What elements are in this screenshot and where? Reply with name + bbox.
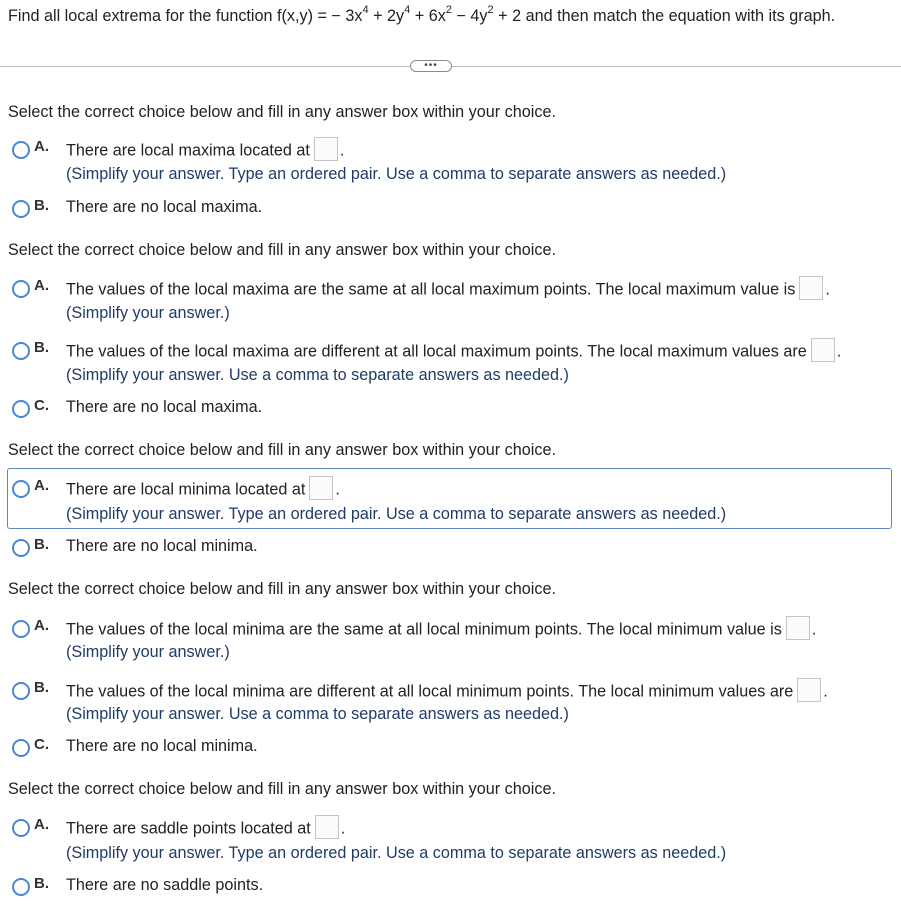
- radio-button[interactable]: [12, 342, 30, 360]
- choice-letter: B.: [34, 339, 49, 356]
- answer-box[interactable]: [811, 338, 835, 362]
- radio-button[interactable]: [12, 878, 30, 896]
- choice-text: There are local maxima located at .: [66, 139, 344, 163]
- part2-choice-b[interactable]: [8, 339, 893, 363]
- choice-letter: A.: [34, 816, 49, 833]
- part1-choice-b[interactable]: [8, 197, 893, 221]
- choice-text: The values of the local maxima are different at all local maximum points. The local maximum values are .: [66, 340, 841, 364]
- choice-letter: A.: [34, 617, 49, 634]
- choice-letter: B.: [34, 875, 49, 892]
- choice-letter: C.: [34, 736, 49, 753]
- part5-prompt: Select the correct choice below and fill in any answer box within your choice.: [8, 780, 556, 798]
- part2-choice-a[interactable]: [8, 277, 893, 301]
- radio-button[interactable]: [12, 682, 30, 700]
- part1-choice-a[interactable]: [8, 138, 893, 162]
- choice-text: There are no local minima.: [66, 737, 258, 755]
- radio-button[interactable]: [12, 739, 30, 757]
- part2-choice-c[interactable]: [8, 397, 893, 421]
- part4-prompt: Select the correct choice below and fill in any answer box within your choice.: [8, 580, 556, 598]
- choice-text: The values of the local minima are the same at all local minimum points. The local minimum value is .: [66, 618, 816, 642]
- answer-box[interactable]: [799, 276, 823, 300]
- choice-text: There are no local maxima.: [66, 398, 263, 416]
- part3-choice-b[interactable]: [8, 536, 893, 560]
- choice-text: The values of the local minima are different at all local minimum points. The local minimum values are .: [66, 680, 828, 704]
- choice-letter: B.: [34, 679, 49, 696]
- radio-button[interactable]: [12, 400, 30, 418]
- part5-hint: (Simplify your answer. Type an ordered pair. Use a comma to separate answers as needed.): [66, 844, 727, 862]
- part1-hint: (Simplify your answer. Type an ordered pair. Use a comma to separate answers as needed.): [66, 165, 727, 183]
- part2-hint-b: (Simplify your answer. Use a comma to separate answers as needed.): [66, 366, 569, 384]
- choice-text: The values of the local maxima are the same at all local maximum points. The local maximum value is .: [66, 278, 830, 302]
- choice-text: There are saddle points located at .: [66, 817, 345, 841]
- radio-button[interactable]: [12, 480, 30, 498]
- part4-hint-a: (Simplify your answer.): [66, 643, 230, 661]
- part2-hint-a: (Simplify your answer.): [66, 304, 230, 322]
- choice-letter: B.: [34, 197, 49, 214]
- question-text: Find all local extrema for the function f(x,y) = − $3x^4 + 2y^4 + 6x^2 - 4y^2 + 2$ and then match the equation with its graph.: [8, 3, 836, 25]
- radio-button[interactable]: [12, 141, 30, 159]
- choice-letter: A.: [34, 138, 49, 155]
- choice-text: There are no local minima.: [66, 537, 258, 555]
- radio-button[interactable]: [12, 280, 30, 298]
- part4-hint-b: (Simplify your answer. Use a comma to separate answers as needed.): [66, 705, 569, 723]
- part1-prompt: Select the correct choice below and fill in any answer box within your choice.: [8, 103, 556, 121]
- part4-choice-a[interactable]: [8, 617, 893, 641]
- part3-hint: (Simplify your answer. Type an ordered pair. Use a comma to separate answers as needed.): [66, 505, 727, 523]
- answer-box[interactable]: [314, 137, 338, 161]
- answer-box[interactable]: [309, 476, 333, 500]
- part5-choice-b[interactable]: [8, 875, 893, 899]
- choice-text: There are local minima located at .: [66, 478, 340, 502]
- part3-prompt: Select the correct choice below and fill in any answer box within your choice.: [8, 441, 556, 459]
- part2-prompt: Select the correct choice below and fill in any answer box within your choice.: [8, 241, 556, 259]
- part3-choice-a[interactable]: [8, 477, 893, 501]
- choice-letter: C.: [34, 397, 49, 414]
- radio-button[interactable]: [12, 620, 30, 638]
- choice-letter: A.: [34, 277, 49, 294]
- answer-box[interactable]: [797, 678, 821, 702]
- radio-button[interactable]: [12, 819, 30, 837]
- radio-button[interactable]: [12, 200, 30, 218]
- choice-text: There are no local maxima.: [66, 198, 263, 216]
- part5-choice-a[interactable]: [8, 816, 893, 840]
- choice-text: There are no saddle points.: [66, 876, 264, 894]
- more-options-button[interactable]: •••: [410, 60, 452, 72]
- choice-letter: A.: [34, 477, 49, 494]
- part4-choice-c[interactable]: [8, 736, 893, 760]
- part4-choice-b[interactable]: [8, 679, 893, 703]
- answer-box[interactable]: [786, 616, 810, 640]
- answer-box[interactable]: [315, 815, 339, 839]
- choice-letter: B.: [34, 536, 49, 553]
- radio-button[interactable]: [12, 539, 30, 557]
